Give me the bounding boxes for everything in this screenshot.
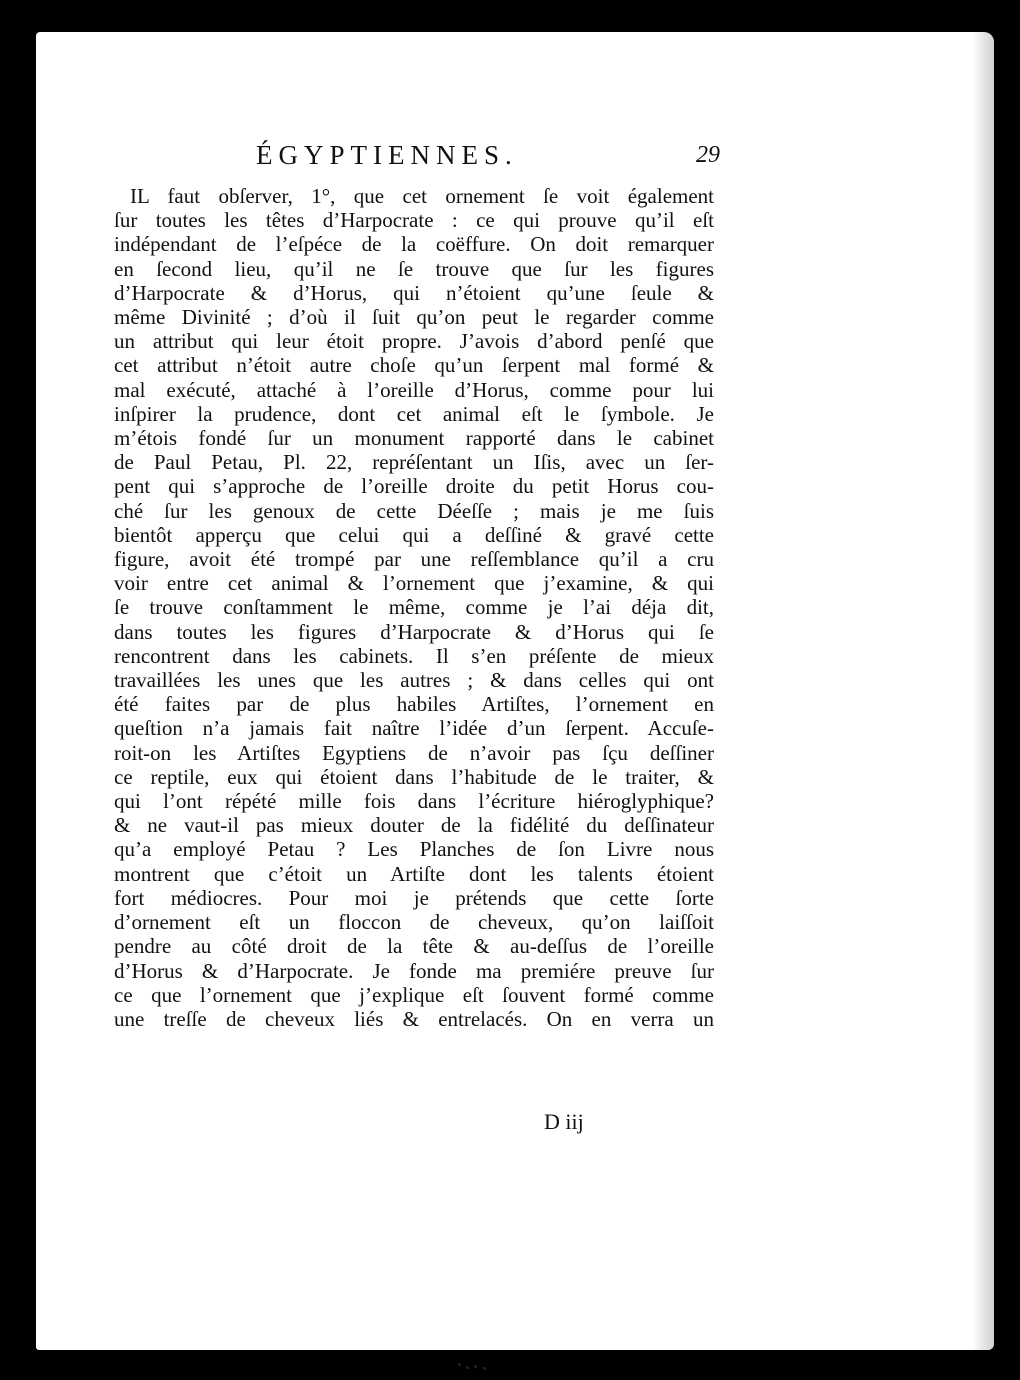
text-line: qu’a employé Petau ? Les Planches de ſon Livre nous xyxy=(114,837,714,862)
text-line: pent qui s’approche de l’oreille droite du petit Horus cou- xyxy=(114,474,714,499)
text-line: fort médiocres. Pour moi je prétends que cette ſorte xyxy=(114,885,714,910)
page-header xyxy=(256,140,756,180)
text-line: une treſſe de cheveux liés & entrelacés. On en verra un xyxy=(114,1006,714,1031)
text-line: d’Horus & d’Harpocrate. Je fonde ma premiére preuve ſur xyxy=(114,958,714,983)
print-specks xyxy=(458,1360,494,1370)
running-title: ÉGYPTIENNES. xyxy=(256,140,518,170)
text-line: dans toutes les figures d’Harpocrate & d’Horus qui ſe xyxy=(114,619,714,644)
book-page xyxy=(36,32,994,1350)
text-line: roit-on les Artiſtes Egyptiens de n’avoir pas ſçu deſſiner xyxy=(114,740,714,765)
text-line: indépendant de l’eſpéce de la coëffure. On doit remarquer xyxy=(114,232,714,257)
text-line: voir entre cet animal & l’ornement que j’examine, & qui xyxy=(114,571,714,596)
body-text xyxy=(114,184,714,1031)
text-line: montrent que c’étoit un Artiſte dont les talents étoient xyxy=(114,861,714,886)
text-line: d’Harpocrate & d’Horus, qui n’étoient qu’une ſeule & xyxy=(114,280,714,305)
text-line: ſur toutes les têtes d’Harpocrate : ce qui prouve qu’il eſt xyxy=(114,208,714,233)
text-line: figure, avoit été trompé par une reſſemblance qu’il a cru xyxy=(114,547,714,572)
text-line: ſe trouve conſtamment le même, comme je l’ai déja dit, xyxy=(114,595,714,620)
text-line: de Paul Petau, Pl. 22, repréſentant un Iſis, avec un ſer- xyxy=(114,450,714,475)
text-line: pendre au côté droit de la tête & au-deſſus de l’oreille xyxy=(114,934,714,959)
text-line: travaillées les unes que les autres ; & dans celles qui ont xyxy=(114,668,714,693)
text-line: rencontrent dans les cabinets. Il s’en préſente de mieux xyxy=(114,643,714,668)
text-line: même Divinité ; d’où il ſuit qu’on peut le regarder comme xyxy=(114,305,714,330)
text-line: un attribut qui leur étoit propre. J’avois d’abord penſé que xyxy=(114,329,714,354)
text-line: m’étois fondé ſur un monument rapporté dans le cabinet xyxy=(114,426,714,451)
text-line: qui l’ont répété mille fois dans l’écriture hiéroglyphique? xyxy=(114,789,714,814)
text-line: IL faut obſerver, 1°, que cet ornement ſe voit également xyxy=(130,184,714,208)
signature-mark: D iij xyxy=(544,1109,584,1134)
page-number: 29 xyxy=(696,142,720,168)
text-line: inſpirer la prudence, dont cet animal eſt le ſymbole. Je xyxy=(114,401,714,426)
page-edge-shadow xyxy=(972,32,994,1350)
text-line: queſtion n’a jamais fait naître l’idée d’un ſerpent. Accuſe- xyxy=(114,716,714,741)
text-line: bientôt apperçu que celui qui a deſſiné & gravé cette xyxy=(114,522,714,547)
text-line: été faites par de plus habiles Artiſtes, l’ornement en xyxy=(114,692,714,717)
text-line: ce que l’ornement que j’explique eſt ſouvent formé comme xyxy=(114,982,714,1007)
text-line: & ne vaut-il pas mieux douter de la fidélité du deſſinateur xyxy=(114,813,714,838)
text-line: d’ornement eſt un floccon de cheveux, qu’on laiſſoit xyxy=(114,910,714,935)
text-line: mal exécuté, attaché à l’oreille d’Horus, comme pour lui xyxy=(114,377,714,402)
text-line: ce reptile, eux qui étoient dans l’habitude de le traiter, & xyxy=(114,764,714,789)
text-line: cet attribut n’étoit autre choſe qu’un ſerpent mal formé & xyxy=(114,353,714,378)
text-line: en ſecond lieu, qu’il ne ſe trouve que ſur les figures xyxy=(114,256,714,281)
text-line: ché ſur les genoux de cette Déeſſe ; mais je me ſuis xyxy=(114,498,714,523)
